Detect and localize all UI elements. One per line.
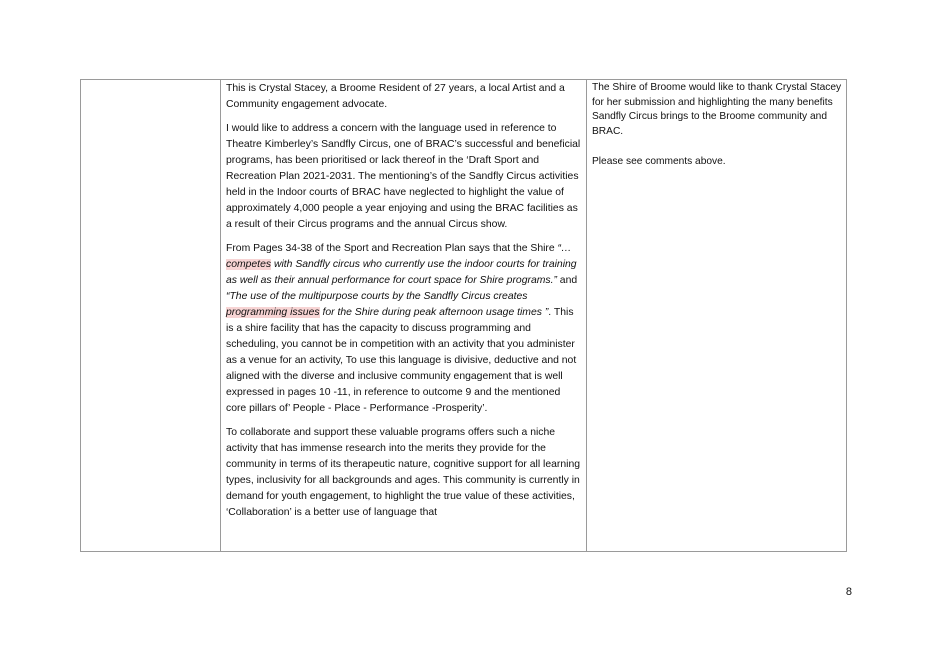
table-column-submission xyxy=(221,80,587,551)
submission-paragraph-3 xyxy=(226,241,582,417)
quote-2-end: for the Shire during peak afternoon usage times ” xyxy=(319,307,549,318)
page-number: 8 xyxy=(845,586,852,598)
submission-table xyxy=(80,79,847,552)
table-column-response xyxy=(587,80,846,551)
highlight-programming-issues: programming issues xyxy=(226,307,320,318)
quote-2-start: “The use of the multipurpose courts by the Sandfly Circus creates xyxy=(226,291,528,302)
response-paragraph-1: The Shire of Broome would like to thank Crystal Stacey for her submission and highlighting the many benefits Sandfly Circus brings to the Broome community and BRAC. xyxy=(592,82,842,138)
submission-paragraph-4: To collaborate and support these valuable programs offers such a niche activity that has immense research into the merits they provide for the community in terms of its therapeutic nature, cognitive support for all learning types, inclusivity for all backgrounds and ages. This community is currently in demand for youth engagement, to highlight the true value of these activities, ‘Collaboration’ is a better use of language that xyxy=(226,427,581,518)
quote-1-rest: with Sandfly circus who currently use the indoor courts for training as well as their annual performance for court space for Shire programs.” xyxy=(226,259,577,286)
paragraph-3-intro: From Pages 34-38 of the Sport and Recreation Plan says that the Shire xyxy=(226,243,558,254)
quote-connector: and xyxy=(556,275,578,286)
response-paragraph-2: Please see comments above. xyxy=(592,155,726,167)
highlight-competes: competes xyxy=(226,259,272,270)
submission-paragraph-2: I would like to address a concern with the language used in reference to Theatre Kimberley’s Sandfly Circus, one of BRAC’s successful and beneficial programs, has been prioritised or lack thereof in the ‘Draft Sport and Recreation Plan 2021-2031. The mentioning’s of the Sandfly Circus activities held in the Indoor courts of BRAC have neglected to highlight the value of approximately 4,000 people a year enjoying and using the BRAC facilities as a result of their Circus programs and the annual Circus show. xyxy=(226,123,581,230)
quote-1-open: “… xyxy=(557,243,572,254)
paragraph-3-rest: . This is a shire facility that has the capacity to discuss programming and scheduling, you cannot be in competition with an activity that you administer as a venue for an activity, To use this language is divisive, deductive and not aligned with the diverse and inclusive community engagement that is well expressed in pages 10 -11, in reference to outcome 9 and the mentioned core pillars of’ People - Place - Performance -Prosperity’. xyxy=(226,307,577,414)
submission-paragraph-1: This is Crystal Stacey, a Broome Resident of 27 years, a local Artist and a Community engagement advocate. xyxy=(226,83,565,110)
table-column-empty xyxy=(81,80,221,551)
